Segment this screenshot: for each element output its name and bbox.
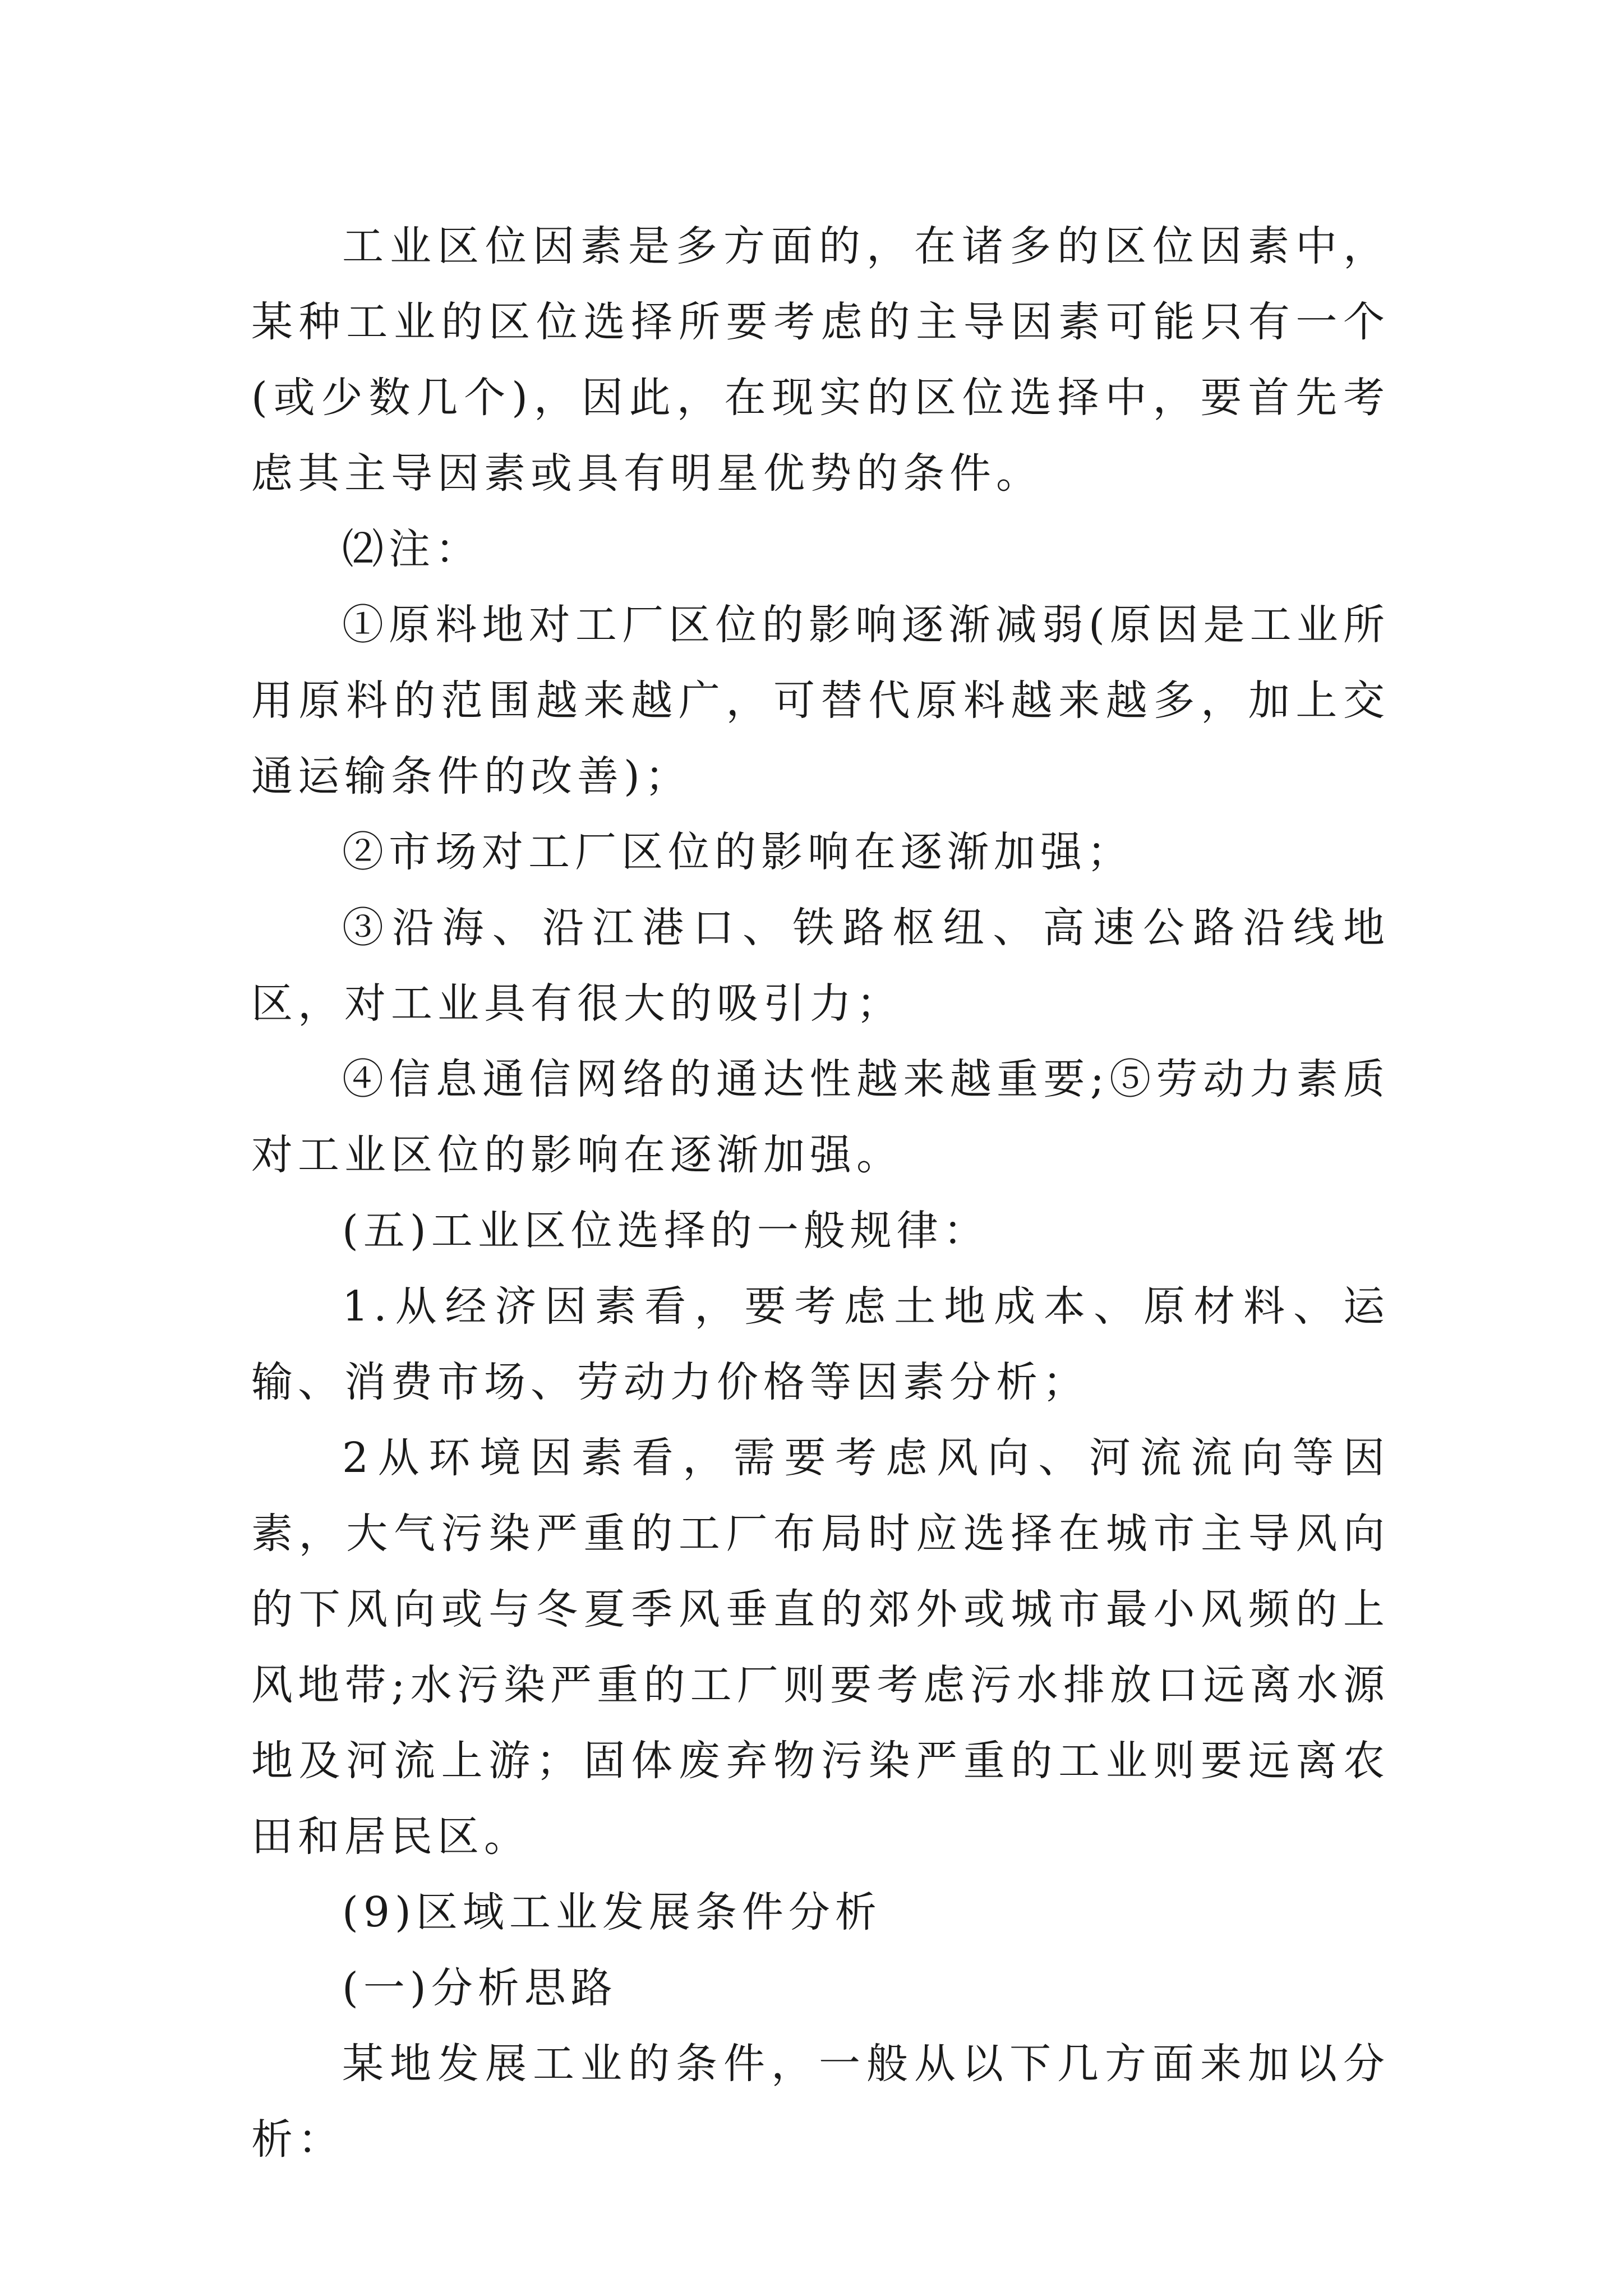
subsection-heading-analysis-approach: (一)分析思路 [342,1964,617,2012]
section-heading-general-rules: (五)工业区位选择的一般规律： [342,1207,990,1255]
paragraph-note-4-5: ④信息通信网络的通达性越来越重要;⑤劳动力素质对工业区位的影响在逐渐加强。 [251,1055,1390,1179]
paragraph-note-3: ③沿海、沿江港口、铁路枢纽、高速公路沿线地区，对工业具有很大的吸引力； [251,904,1390,1028]
document-body [251,209,1390,2178]
paragraph-note-1: ①原料地对工厂区位的影响逐渐减弱(原因是工业所用原料的范围越来越广，可替代原料越来越多，加上交通运输条件的改善)； [251,601,1390,800]
section-heading-regional-analysis: (9)区域工业发展条件分析 [342,1888,882,1936]
paragraph-analysis-intro: 某地发展工业的条件，一般从以下几方面来加以分析： [251,2040,1390,2164]
paragraph-economic-factors: 1.从经济因素看，要考虑土地成本、原材料、运输、消费市场、劳动力价格等因素分析； [251,1282,1390,1406]
paragraph-note-heading: ⑵注： [342,525,482,573]
paragraph-note-2: ②市场对工厂区位的影响在逐渐加强； [342,828,1133,876]
paragraph-industrial-location-factors: 工业区位因素是多方面的，在诸多的区位因素中，某种工业的区位选择所要考虑的主导因素可能只有一个(或少数几个)，因此，在现实的区位选择中，要首先考虑其主导因素或具有明星优势的条件。 [251,222,1390,498]
paragraph-environmental-factors: 2从环境因素看，需要考虑风向、河流流向等因素，大气污染严重的工厂布局时应选择在城市主导风向的下风向或与冬夏季风垂直的郊外或城市最小风频的上风地带;水污染严重的工厂则要考虑污水排放口远离水源地及河流上游；固体废弃物污染严重的工业则要远离农田和居民区。 [251,1434,1390,1861]
